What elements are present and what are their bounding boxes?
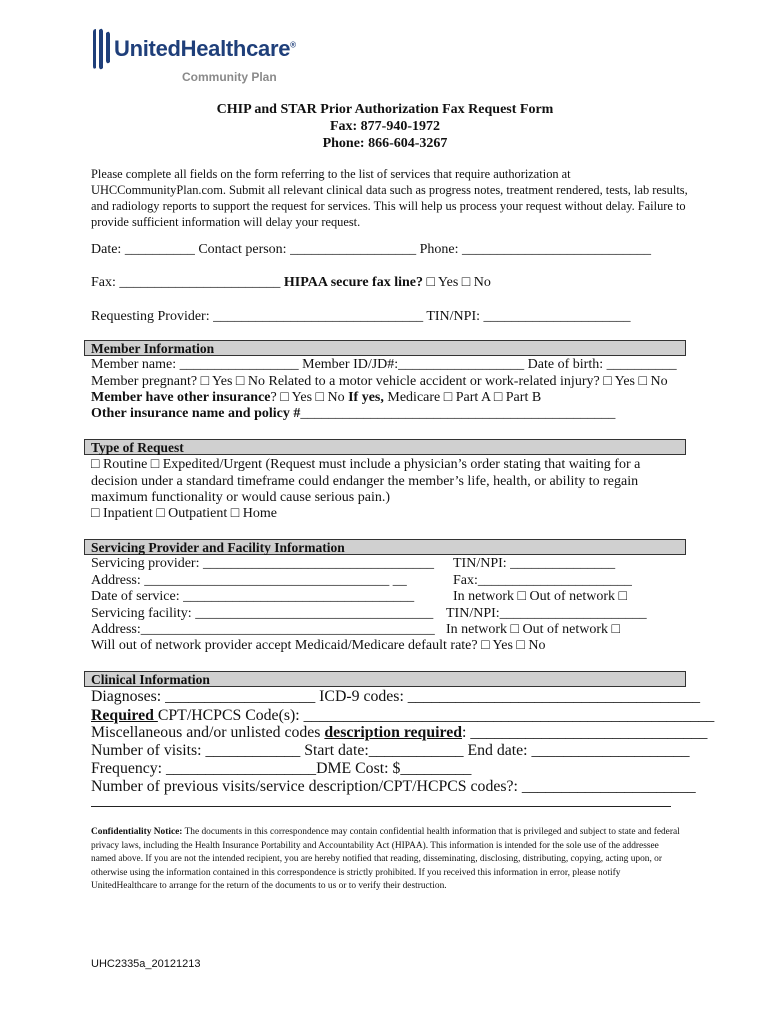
request-urgency-row[interactable]: □ Routine □ Expedited/Urgent (Request must include a physician’s order stating that waiting for a (91, 457, 641, 472)
request-setting-row[interactable]: □ Inpatient □ Outpatient □ Home (91, 506, 277, 521)
requesting-provider-row[interactable]: Requesting Provider: ______________________________ TIN/NPI: _____________________ (91, 309, 631, 324)
confidentiality-notice: Confidentiality Notice: The documents in this correspondence may contain confidential health information that is privileged and subject to state and federal privacy laws, including the Health Insurance Portability and Accountability Act (HIPAA). This information is intended for the sole use of the addressee named above. If you are not the intended recipient, you are hereby notified that reading, disseminating, disclosing, distributing, copying, acting upon, or otherwise using the information contained in this correspondence is strictly prohibited. If you received this information in error, please notify UnitedHealthcare to arrange for the return of the documents to us or to verify their destruction. (91, 827, 680, 891)
servicing-address-field[interactable]: Address: ___________________________________ __ (91, 573, 407, 588)
diagnoses-row[interactable]: Diagnoses: ___________________ ICD-9 codes: _____________________________________ (91, 688, 701, 705)
cpt-codes-row[interactable]: Required CPT/HCPCS Code(s): ____________________________________________________ (91, 707, 715, 724)
logo-subtitle: Community Plan (182, 70, 277, 84)
misc-codes-row[interactable]: Miscellaneous and/or unlisted codes description required: ______________________________ (91, 724, 708, 741)
servicing-provider-field[interactable]: Servicing provider: _________________________________ (91, 556, 434, 571)
servicing-tin-field[interactable]: TIN/NPI: _______________ (453, 556, 616, 571)
request-type-header: Type of Request (84, 439, 686, 455)
other-insurance-row[interactable]: Other insurance name and policy #_____________________________________________ (91, 406, 616, 421)
fax-hipaa-row[interactable]: Fax: _______________________ HIPAA secure fax line? □ Yes □ No (91, 275, 491, 290)
blank-answer-line[interactable] (91, 806, 671, 807)
member-insurance-row[interactable]: Member have other insurance? □ Yes □ No If yes, Medicare □ Part A □ Part B (91, 390, 542, 405)
member-info-header: Member Information (84, 340, 686, 356)
servicing-fax-field[interactable]: Fax:______________________ (453, 573, 632, 588)
date-of-service-field[interactable]: Date of service: _________________________________ (91, 589, 415, 604)
provider-network-checkbox[interactable]: In network □ Out of network □ (453, 589, 627, 604)
servicing-provider-header: Servicing Provider and Facility Information (84, 539, 686, 555)
previous-visits-row[interactable]: Number of previous visits/service description/CPT/HCPCS codes?: ______________________ (91, 778, 696, 795)
unitedhealthcare-logo (90, 28, 300, 84)
request-note-line2: decision under a standard timeframe could endanger the member’s life, health, or ability to regain (91, 474, 639, 489)
logo-swoosh-icon (90, 28, 112, 72)
request-note-line3: maximum functionality or would cause serious pain.) (91, 490, 390, 505)
member-pregnant-row[interactable]: Member pregnant? □ Yes □ No Related to a motor vehicle accident or work-related injury? □ Yes □ No (91, 374, 668, 389)
member-name-row[interactable]: Member name: _________________ Member ID/JD#:__________________ Date of birth: __________ (91, 357, 677, 372)
frequency-dme-row[interactable]: Frequency: ___________________DME Cost: $_________ (91, 760, 472, 777)
form-title: CHIP and STAR Prior Authorization Fax Request Form (216, 102, 554, 117)
facility-network-checkbox[interactable]: In network □ Out of network □ (446, 622, 620, 637)
clinical-info-header: Clinical Information (84, 671, 686, 687)
form-code: UHC2335a_20121213 (91, 958, 201, 970)
default-rate-row[interactable]: Will out of network provider accept Medicaid/Medicare default rate? □ Yes □ No (91, 638, 546, 653)
facility-address-field[interactable]: Address:__________________________________________ (91, 622, 435, 637)
visits-dates-row[interactable]: Number of visits: ____________ Start date:____________ End date: ____________________ (91, 742, 690, 759)
logo-wordmark: UnitedHealthcare® (114, 36, 296, 61)
date-contact-phone-row[interactable]: Date: __________ Contact person: __________________ Phone: ___________________________ (91, 242, 651, 257)
form-fax-number: Fax: 877-940-1972 (329, 119, 441, 134)
servicing-facility-field[interactable]: Servicing facility: __________________________________ (91, 606, 434, 621)
facility-tin-field[interactable]: TIN/NPI:_____________________ (446, 606, 647, 621)
instructions-paragraph: Please complete all fields on the form referring to the list of services that require authorization at UHCCommunityPlan.com. Submit all relevant clinical data such as progress notes, treatment rendered, tests, lab results, and radiology reports to support the request for services. This will help us process your request without delay. Failure to provide sufficient information will delay your request. (91, 167, 688, 229)
form-phone-number: Phone: 866-604-3267 (322, 136, 448, 151)
